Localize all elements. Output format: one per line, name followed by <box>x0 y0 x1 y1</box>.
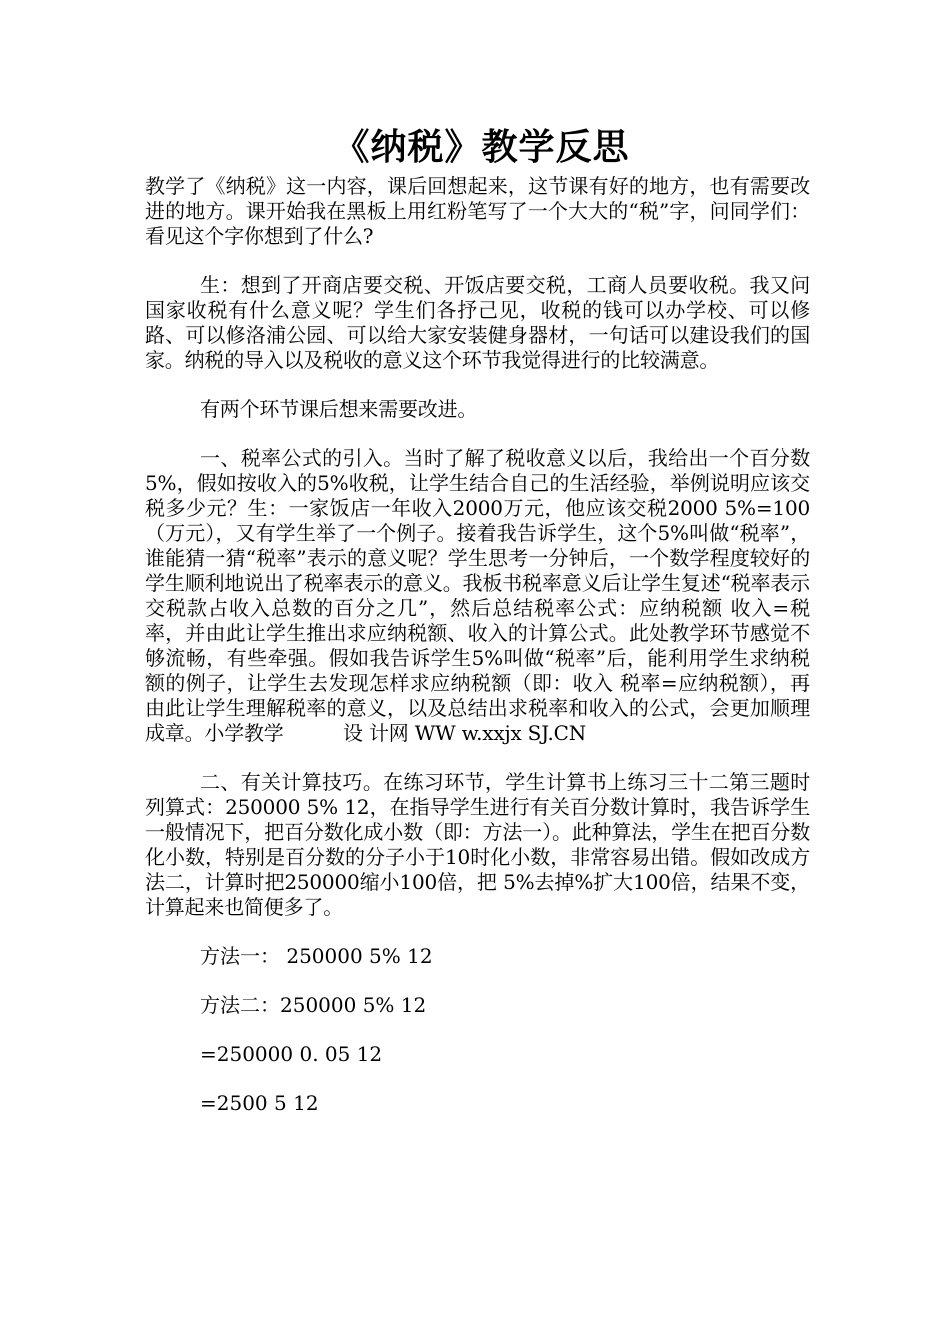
paragraph-intro: 教学了《纳税》这一内容，课后回想起来，这节课有好的地方，也有需要改进的地方。课开始我在黑板上用红粉笔写了一个大大的“税”字，问同学们：看见这个字你想到了什么? <box>145 174 810 248</box>
document-title: 《纳税》教学反思 <box>333 127 630 168</box>
formula-step-one: =250000 0. 05 12 <box>200 1042 383 1066</box>
paragraph-calculation-skill: 二、有关计算技巧。在练习环节，学生计算书上练习三十二第三题时列算式：250000 5% 12，在指导学生进行有关百分数计算时，我告诉学生一般情况下，把百分数化成小数（即：方法一）。此种算法，学生在把百分数化小数，特别是百分数的分子小于10时化小数，非常容易出错。假如改成方法二，计算时把250000缩小100倍，把 5%去掉%扩大100倍，结果不变，计算起来也简便多了。 <box>145 770 810 919</box>
paragraph-student-answer: 生：想到了开商店要交税、开饭店要交税，工商人员要收税。我又问国家收税有什么意义呢？学生们各抒己见，收税的钱可以办学校、可以修路、可以修洛浦公园、可以给大家安装健身器材，一句话可以建设我们的国家。纳税的导入以及税收的意义这个环节我觉得进行的比较满意。 <box>145 273 810 372</box>
formula-step-two: =2500 5 12 <box>200 1091 319 1115</box>
paragraph-tax-rate-formula: 一、税率公式的引入。当时了解了税收意义以后，我给出一个百分数5%，假如按收入的5%收税，让学生结合自己的生活经验，举例说明应该交税多少元？生：一家饭店一年收入2000万元，他应该交税2000 5%=100（万元），又有学生举了一个例子。接着我告诉学生，这个5%叫做“税率”，谁能猜一猜“税率”表示的意义呢？学生思考一分钟后，一个数学程度较好的学生顺利地说出了税率表示的意义。我板书税率意义后让学生复述“税率表示交税款占收入总数的百分之几”，然后总结税率公式：应纳税额 收入=税率，并由此让学生推出求应纳税额、收入的计算公式。此处教学环节感觉不够流畅，有些牵强。假如我告诉学生5%叫做“税率”后，能利用学生求纳税额的例子，让学生去发现怎样求应纳税额（即：收入 税率=应纳税额），再由此让学生理解税率的意义，以及总结出求税率和收入的公式，会更加顺理成章。小学教学 设 计网 WW w.xxjx SJ.CN <box>145 446 810 745</box>
paragraph-improvement-intro: 有两个环节课后想来需要改进。 <box>200 397 478 421</box>
formula-method-one: 方法一： 250000 5% 12 <box>200 944 433 968</box>
document-body <box>145 122 810 1140</box>
formula-method-two: 方法二：250000 5% 12 <box>200 993 427 1017</box>
